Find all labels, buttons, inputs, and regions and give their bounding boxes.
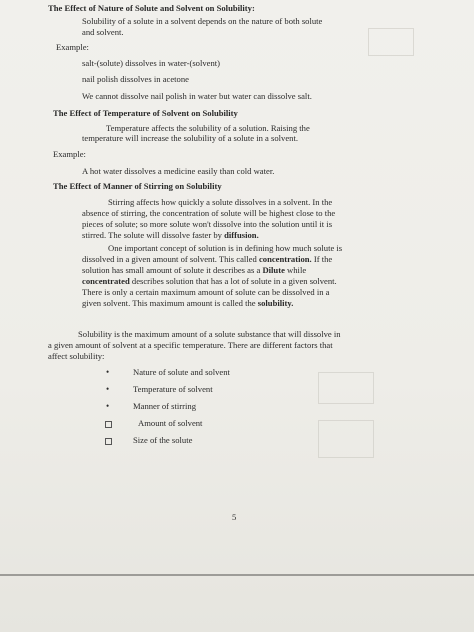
paragraph-line: There is only a certain maximum amount of solute can be dissolved in a xyxy=(82,287,330,297)
text-run: solution has small amount of solute it describes as a xyxy=(82,265,261,275)
section-heading-stirring: The Effect of Manner of Stirring on Solubility xyxy=(53,181,222,191)
text-run: dissolved in a given amount of solvent. This called xyxy=(82,254,257,264)
example-label: Example: xyxy=(53,149,86,159)
paragraph-line xyxy=(82,298,293,309)
example-line: We cannot dissolve nail polish in water but water can dissolve salt. xyxy=(82,91,312,101)
show-through-box xyxy=(318,420,374,458)
text-run: describes solution that has a lot of solute in a given solvent. xyxy=(131,276,337,286)
paragraph-line: One important concept of solution is in defining how much solute is xyxy=(108,243,343,253)
paragraph-line xyxy=(82,254,332,265)
paragraph-line xyxy=(82,230,259,241)
bullet-dot-icon: • xyxy=(106,401,110,411)
paragraph-line: Solubility of a solute in a solvent depends on the nature of both solute xyxy=(82,16,323,26)
text-run: stirred. The solute will dissolve faster by xyxy=(82,230,222,240)
bullet-box-icon xyxy=(105,438,112,445)
bullet-dot-icon: • xyxy=(106,384,110,394)
paragraph-line: pieces of solute; so more solute won't dissolve into the solution until it is xyxy=(82,219,333,229)
example-line: A hot water dissolves a medicine easily than cold water. xyxy=(82,166,275,176)
show-through-box xyxy=(368,28,414,56)
bullet-dot-icon: • xyxy=(106,367,110,377)
example-line: nail polish dissolves in acetone xyxy=(82,74,189,84)
section-heading-temperature: The Effect of Temperature of Solvent on Solubility xyxy=(53,108,238,118)
text-run: given solvent. This maximum amount is called the xyxy=(82,298,256,308)
factor-item: Size of the solute xyxy=(133,435,193,445)
bold-term: diffusion. xyxy=(224,230,259,240)
scan-edge-line xyxy=(0,574,474,576)
factor-item: Temperature of solvent xyxy=(133,384,213,394)
paragraph-line xyxy=(82,276,337,287)
section-heading-nature: The Effect of Nature of Solute and Solvent on Solubility: xyxy=(48,3,255,13)
example-label: Example: xyxy=(56,42,89,52)
factor-item: Nature of solute and solvent xyxy=(133,367,230,377)
paragraph-line xyxy=(82,265,306,276)
factor-item: Manner of stirring xyxy=(133,401,197,411)
paragraph-line: Stirring affects how quickly a solute dissolves in a solvent. In the xyxy=(108,197,333,207)
paragraph-line: and solvent. xyxy=(82,27,124,37)
paragraph-line: Temperature affects the solubility of a solution. Raising the xyxy=(106,123,310,133)
bold-term: solubility. xyxy=(257,298,294,308)
bullet-box-icon xyxy=(105,421,112,428)
summary-line: a given amount of solvent at a specific temperature. There are different factors that xyxy=(48,340,333,350)
bold-term: concentration. xyxy=(258,254,312,264)
example-line: salt-(solute) dissolves in water-(solvent) xyxy=(82,58,221,68)
page-number: 5 xyxy=(232,512,237,522)
text-run: If the xyxy=(313,254,333,264)
paragraph-line: absence of stirring, the concentration of solute will be highest close to the xyxy=(82,208,336,218)
factor-item: Amount of solvent xyxy=(138,418,203,428)
bold-term: Dilute xyxy=(262,265,285,275)
paragraph-line: temperature will increase the solubility of a solute in a solvent. xyxy=(82,133,298,143)
summary-line: Solubility is the maximum amount of a solute substance that will dissolve in xyxy=(78,329,341,339)
bold-term: concentrated xyxy=(82,276,130,286)
text-run: while xyxy=(287,265,307,275)
summary-line: affect solubility: xyxy=(48,351,105,361)
show-through-box xyxy=(318,372,374,404)
